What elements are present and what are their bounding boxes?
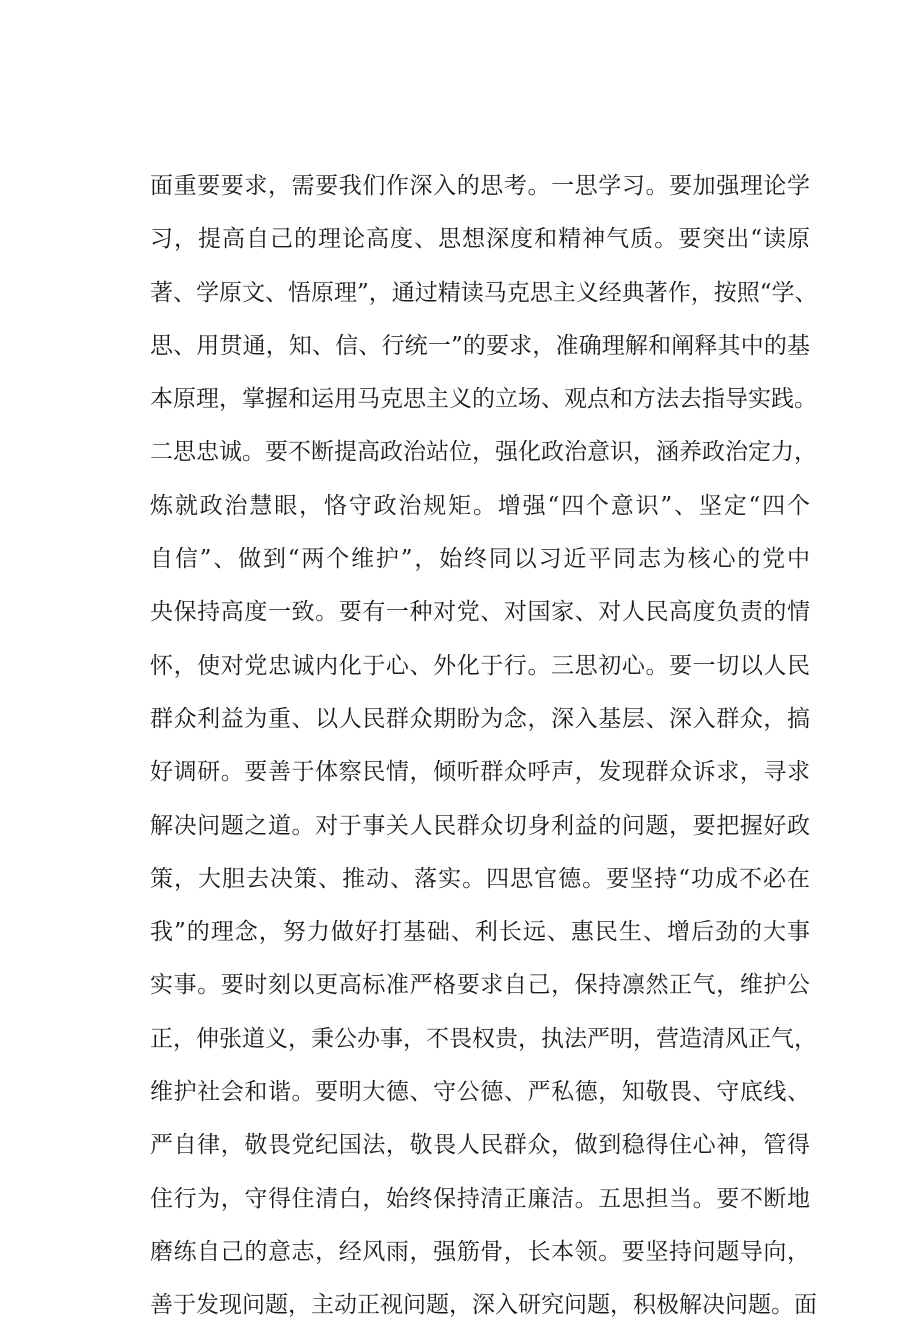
text-line: 正，伸张道义，秉公办事，不畏权贵，执法严明，营造清风正气， <box>150 1025 817 1052</box>
text-line: 面重要要求，需要我们作深入的思考。一思学习。要加强理论学 <box>150 173 810 199</box>
text-line: 善于发现问题，主动正视问题，深入研究问题，积极解决问题。面 <box>150 1292 817 1319</box>
text-line: 央保持高度一致。要有一种对党、对国家、对人民高度负责的情 <box>150 599 810 626</box>
text-line: 群众利益为重、以人民群众期盼为念，深入基层、深入群众，搞 <box>150 705 810 732</box>
text-line: 思、用贯通，知、信、行统一”的要求，准确理解和阐释其中的基 <box>150 332 810 359</box>
body-text <box>150 160 818 1333</box>
text-line: 自信”、做到“两个维护”，始终同以习近平同志为核心的党中 <box>150 546 810 573</box>
text-line: 炼就政治慧眼，恪守政治规矩。增强“四个意识”、坚定“四个 <box>150 492 810 519</box>
text-line: 解决问题之道。对于事关人民群众切身利益的问题，要把握好政 <box>150 812 810 839</box>
text-line: 我”的理念，努力做好打基础、利长远、惠民生、增后劲的大事 <box>150 919 810 946</box>
text-line: 本原理，掌握和运用马克思主义的立场、观点和方法去指导实践。 <box>150 386 817 413</box>
text-line: 二思忠诚。要不断提高政治站位，强化政治意识，涵养政治定力， <box>150 439 817 466</box>
text-line: 维护社会和谐。要明大德、守公德、严私德，知敬畏、守底线、 <box>150 1079 810 1106</box>
text-line: 习，提高自己的理论高度、思想深度和精神气质。要突出“读原 <box>150 226 810 253</box>
text-line: 好调研。要善于体察民情，倾听群众呼声，发现群众诉求，寻求 <box>150 759 810 786</box>
text-line: 著、学原文、悟原理”，通过精读马克思主义经典著作，按照“学、 <box>150 279 818 306</box>
text-line: 实事。要时刻以更高标准严格要求自己，保持凛然正气，维护公 <box>150 972 810 999</box>
text-line: 策，大胆去决策、推动、落实。四思官德。要坚持“功成不必在 <box>150 865 810 892</box>
text-line: 怀，使对党忠诚内化于心、外化于行。三思初心。要一切以人民 <box>150 652 810 679</box>
text-line: 严自律，敬畏党纪国法，敬畏人民群众，做到稳得住心神，管得 <box>150 1132 810 1159</box>
text-line: 磨练自己的意志，经风雨，强筋骨，长本领。要坚持问题导向， <box>150 1238 810 1265</box>
text-line: 住行为，守得住清白，始终保持清正廉洁。五思担当。要不断地 <box>150 1185 810 1212</box>
